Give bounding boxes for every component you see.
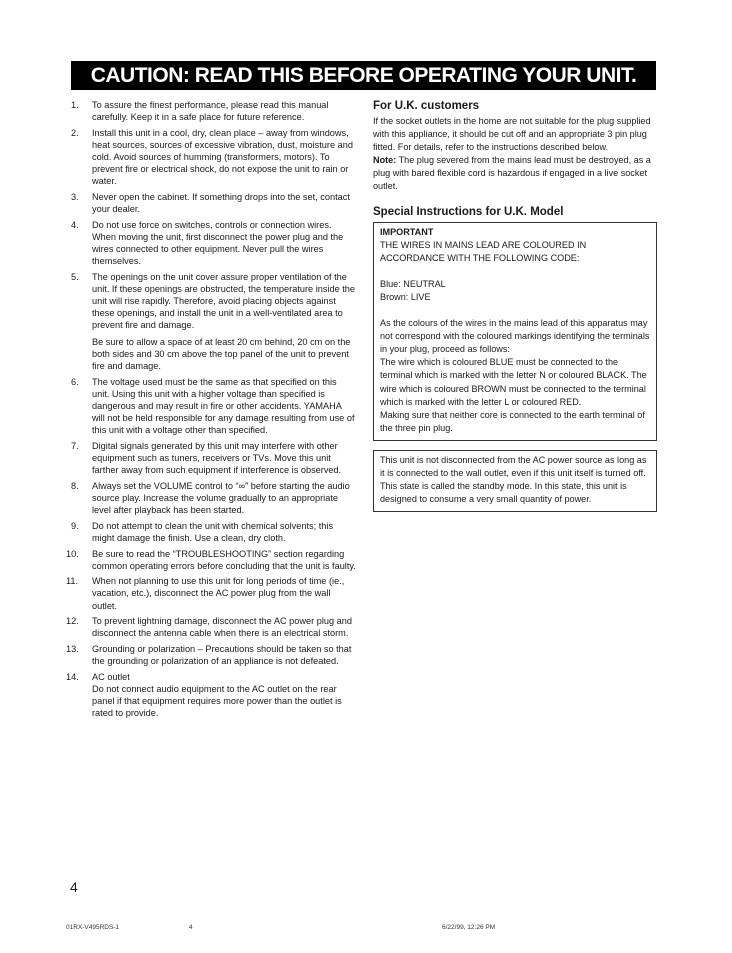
uk-body-text: If the socket outlets in the home are not suitable for the plug supplied with this appliance, it should be cut off and an appropriate 3 pin plug fitted. For details, refer to the instructions described below. bbox=[373, 116, 651, 153]
list-item bbox=[66, 643, 356, 667]
note-label: Note: bbox=[373, 155, 397, 166]
footer-page: 4 bbox=[189, 924, 193, 931]
item-text: Be sure to read the “TROUBLESHOOTING” section regarding common operating errors before concluding that the unit is faulty. bbox=[92, 548, 356, 571]
list-item bbox=[66, 520, 356, 544]
list-item bbox=[66, 480, 356, 516]
item-number: 13. bbox=[66, 643, 79, 654]
item-text: When not planning to use this unit for long periods of time (ie., vacation, etc.), disconnect the AC power plug from the wall outlet. bbox=[92, 576, 345, 611]
standby-box bbox=[373, 450, 657, 512]
item-number: 12. bbox=[66, 616, 79, 627]
item-text: Digital signals generated by this unit may interfere with other equipment such as tuners, receivers or TVs. Move this unit farther away from such equipment if interference is observed. bbox=[92, 441, 342, 476]
item-number: 7. bbox=[71, 441, 79, 451]
list-item bbox=[66, 127, 356, 187]
item-text: Always set the VOLUME control to “∞” before starting the audio source play. Increase the volume gradually to an appropriate level after playback has been started. bbox=[92, 480, 350, 516]
caution-list-column bbox=[66, 99, 356, 723]
important-label: IMPORTANT bbox=[380, 226, 434, 237]
item-number: 2. bbox=[71, 127, 79, 138]
item-number: 1. bbox=[71, 100, 79, 110]
uk-customers-text bbox=[373, 115, 657, 194]
item-number: 5. bbox=[71, 271, 79, 282]
item-text: Grounding or polarization – Precautions should be taken so that the grounding or polarization of an appliance is not defeated. bbox=[92, 643, 352, 667]
item-text: Do not use force on switches, controls or connection wires. When moving the unit, first disconnect the power plug and the wires connected to other equipment. Never pull the wires themselves. bbox=[92, 219, 344, 266]
list-item bbox=[66, 548, 356, 572]
uk-column bbox=[373, 99, 657, 512]
standby-text: This unit is not disconnected from the AC power source as long as it is connected to the wall outlet, even if this unit itself is turned off. This state is called the standby mode. In this state, this unit is designed to consume a very small quantity of power. bbox=[380, 454, 647, 505]
list-item bbox=[66, 575, 356, 611]
wiring-paragraph: The wire which is coloured BLUE must be connected to the terminal which is marked with the letter N or coloured BLACK. The wire which is coloured BROWN must be connected to the terminal which is marked with the letter L or coloured RED. bbox=[380, 357, 647, 407]
blue-neutral-text: Blue: NEUTRAL bbox=[380, 278, 446, 289]
list-item bbox=[66, 191, 356, 215]
item-number: 3. bbox=[71, 191, 79, 202]
item-number: 9. bbox=[71, 520, 79, 531]
footer-code: 01RX-V495RDS-1 bbox=[66, 924, 120, 931]
item-number: 4. bbox=[71, 219, 79, 230]
brown-live-text: Brown: LIVE bbox=[380, 291, 431, 302]
item-text: Do not attempt to clean the unit with chemical solvents; this might damage the finish. Use a clean, dry cloth. bbox=[92, 520, 334, 543]
earth-paragraph: Making sure that neither core is connected to the earth terminal of the three pin plug. bbox=[380, 409, 645, 433]
uk-customers-heading: For U.K. customers bbox=[373, 100, 480, 112]
item-text: Never open the cabinet. If something drops into the set, contact your dealer. bbox=[92, 191, 350, 214]
caution-banner: CAUTION: READ THIS BEFORE OPERATING YOUR UNIT. bbox=[71, 61, 656, 90]
item-extra-text: Do not connect audio equipment to the AC outlet on the rear panel if that equipment requires more power than the outlet is rated to provide. bbox=[92, 683, 342, 719]
item-number: 11. bbox=[66, 576, 79, 587]
footer-date: 6/22/99, 12:26 PM bbox=[442, 924, 496, 931]
item-text: The openings on the unit cover assure proper ventilation of the unit. If these openings are obstructed, the temperature inside the unit will rise rapidly. Therefore, avoid placing objects against these openings, and install the unit in a well-ventilated area to prevent fire and damage. bbox=[92, 271, 356, 330]
note-text: The plug severed from the mains lead must be destroyed, as a plug with bared flexible cord is hazardous if engaged in a live socket outlet. bbox=[373, 155, 651, 192]
item-number: 6. bbox=[71, 376, 79, 387]
item-extra-text: Be sure to allow a space of at least 20 cm behind, 20 cm on the both sides and 30 cm above the top panel of the unit to prevent fire and damage. bbox=[92, 337, 351, 372]
item-number: 10. bbox=[66, 548, 79, 559]
item-text: The voltage used must be the same as that specified on this unit. Using this unit with a higher voltage than specified is dangerous and may result in fire or other accidents. YAMAHA will not be held responsible for any damage resulting from use of this unit with a voltage other than specified. bbox=[92, 376, 355, 436]
page-number: 4 bbox=[70, 879, 78, 895]
item-number: 14. bbox=[66, 671, 79, 682]
item-text: AC outlet bbox=[92, 671, 130, 682]
colours-paragraph: As the colours of the wires in the mains lead of this apparatus may not correspond with the coloured markings identifying the terminals in your plug, proceed as follows: bbox=[380, 318, 650, 355]
list-item bbox=[66, 376, 356, 436]
item-number: 8. bbox=[71, 480, 79, 491]
item-text: To prevent lightning damage, disconnect the AC power plug and disconnect the antenna cable when there is an electrical storm. bbox=[92, 616, 352, 639]
list-item bbox=[66, 671, 356, 719]
list-item bbox=[66, 219, 356, 267]
important-box bbox=[373, 222, 657, 441]
item-text: Install this unit in a cool, dry, clean place – away from windows, heat sources, sources of excessive vibration, dust, moisture and cold. Avoid sources of humming (transformers, motors). To prevent fire or electrical shock, do not expose the unit to rain or water. bbox=[92, 127, 353, 187]
caution-list bbox=[66, 99, 356, 719]
list-item bbox=[66, 271, 356, 373]
item-text: To assure the finest performance, please read this manual carefully. Keep it in a safe place for future reference. bbox=[92, 100, 329, 123]
wires-code-text: THE WIRES IN MAINS LEAD ARE COLOURED IN ACCORDANCE WITH THE FOLLOWING CODE: bbox=[380, 239, 587, 263]
list-item bbox=[66, 615, 356, 639]
list-item bbox=[66, 99, 356, 123]
list-item bbox=[66, 440, 356, 476]
special-instructions-heading: Special Instructions for U.K. Model bbox=[373, 205, 564, 218]
